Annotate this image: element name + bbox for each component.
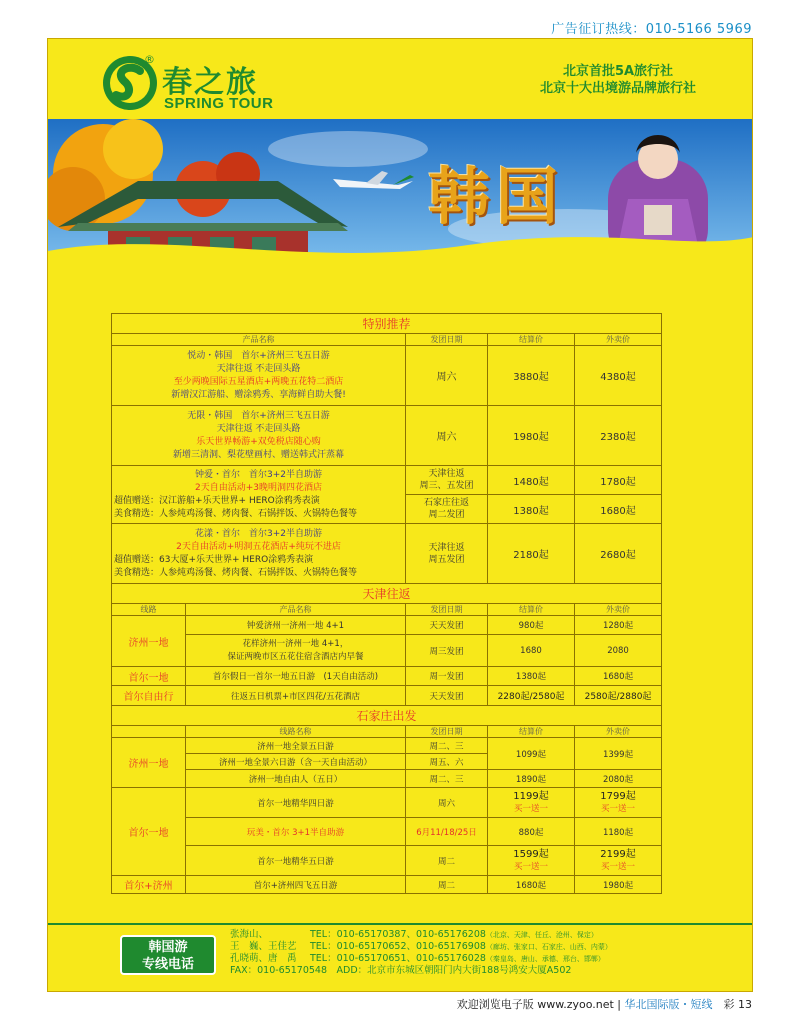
korea-hotline-badge <box>120 935 216 975</box>
taglines <box>540 63 696 97</box>
table-row: 玩美・首尔 3+1半自助游 6月11/18/25日 880起 1180起 <box>112 818 662 846</box>
spring-tour-logo <box>100 53 330 113</box>
brand-name-en: SPRING TOUR <box>164 95 274 112</box>
contact-row: 孔晓萌、唐 禹 TEL：010-65170651、010-65176028（秦皇岛、唐山、承德、邢台、邯郸） <box>230 953 605 964</box>
registered-mark: ® <box>144 53 155 66</box>
table-row: 花样济州一济州一地 4+1， 保证两晚市区五花住宿含酒店内早餐 周三发团 1680 2080 <box>112 635 662 667</box>
table-header: 线路 产品名称 发团日期 结算价 外卖价 <box>112 604 662 616</box>
table-row: 花漾・首尔 首尔3+2半自助游 2天自由活动+明洞五花酒店+纯玩不进店 超值赠送：63大厦+乐天世界+ HERO涂鸦秀表演 美食精选：人参炖鸡汤餐、烤肉餐、石锅拌饭、火锅特色餐等 天津往返 周五发团 2180起 2680起 <box>112 524 662 584</box>
table-row: 首尔+济州 首尔+济州四飞五日游 周二 1680起 1980起 <box>112 876 662 894</box>
hotline-badge-line1: 韩国游 <box>148 940 188 955</box>
page-footer: 欢迎浏览电子版 www.zyoo.net | 华北国际版・短线 彩 13 <box>456 998 752 1011</box>
table-row: 济州一地 济州一地全景五日游 周二、三 1099起 1399起 <box>112 738 662 754</box>
footer-edition: 华北国际版・短线 <box>624 998 713 1011</box>
table-header: 线路名称 发团日期 结算价 外卖价 <box>112 726 662 738</box>
table-row: 首尔一地 首尔假日一首尔一地五日游 (1天自由活动) 周一发团 1380起 1680起 <box>112 667 662 686</box>
fax-address: FAX：010-65170548 ADD：北京市东城区朝阳门内大街188号鸿安大厦A502 <box>230 965 572 976</box>
contact-row: 张海山、 TEL：010-65170387、010-65176208（北京、天津、任丘、沧州、保定） <box>230 929 598 940</box>
table-row: 济州一地全景六日游（含一天自由活动） 周五、六 <box>112 754 662 770</box>
banner-scene-image <box>48 119 753 269</box>
section-special-title: 特别推荐 <box>112 314 662 334</box>
table-header: 产品名称 发团日期 结算价 外卖价 <box>112 334 662 346</box>
table-row: 首尔一地精华五日游 周二 1599起 买一送一 2199起 买一送一 <box>112 846 662 876</box>
table-row: 钟爱・首尔 首尔3+2半自助游 2天自由活动+3晚明洞四花酒店 超值赠送：汉江游船+乐天世界+ HERO涂鸦秀表演 美食精选：人参炖鸡汤餐、烤肉餐、石锅拌饭、火锅特色餐等 天津往返 周三、五发团 1480起 1780起 <box>112 466 662 495</box>
table-row: 济州一地自由人（五日） 周二、三 1890起 2080起 <box>112 770 662 788</box>
footer-welcome: 欢迎浏览电子版 <box>456 998 538 1011</box>
contact-row: 王 巍、王佳艺 TEL：010-65170652、010-65176908（廊坊、张家口、石家庄、山西、内蒙） <box>230 941 612 952</box>
table-row: 首尔一地 首尔一地精华四日游 周六 1199起 买一送一 1799起 买一送一 <box>112 788 662 818</box>
contact-list <box>230 929 612 977</box>
table-row: 济州一地 钟爱济州一济州一地 4+1 天天发团 980起 1280起 <box>112 616 662 635</box>
brand-name-cn: 春之旅 <box>162 65 258 100</box>
price-table <box>111 313 662 894</box>
table-row: 石家庄往返 周二发团 1380起 1680起 <box>112 495 662 524</box>
korea-banner <box>48 119 753 269</box>
table-row: 首尔自由行 往返五日机票+市区四花/五花酒店 天天发团 2280起/2580起 2580起/2880起 <box>112 686 662 706</box>
footer-divider <box>48 923 753 925</box>
tagline-1: 北京首批5A旅行社 <box>562 64 674 79</box>
hotline-badge-line2: 专线电话 <box>141 957 194 972</box>
korea-title: 韩国 <box>428 160 565 233</box>
table-row: 无限・韩国 首尔+济州三飞五日游 天津往返 不走回头路 乐天世界畅游+双免税店随心购 新增三清洞、梨花壁画村、赠送韩式汗蒸幕 周六 1980起 2380起 <box>112 406 662 466</box>
section-sjz-title: 石家庄出发 <box>112 706 662 726</box>
tagline-2: 北京十大出境游品牌旅行社 <box>539 81 696 96</box>
footer-page-number: 彩 13 <box>712 998 752 1011</box>
section-tianjin-title: 天津往返 <box>112 584 662 604</box>
ad-hotline: 广告征订热线：010-5166 5969 <box>551 22 752 37</box>
table-row: 悦动・韩国 首尔+济州三飞五日游 天津往返 不走回头路 至少两晚国际五星酒店+两晚五花特二酒店 新增汉江游船、赠涂鸦秀、享海鲜自助大餐! 周六 3880起 4380起 <box>112 346 662 406</box>
footer-url-link[interactable]: www.zyoo.net <box>537 998 614 1011</box>
